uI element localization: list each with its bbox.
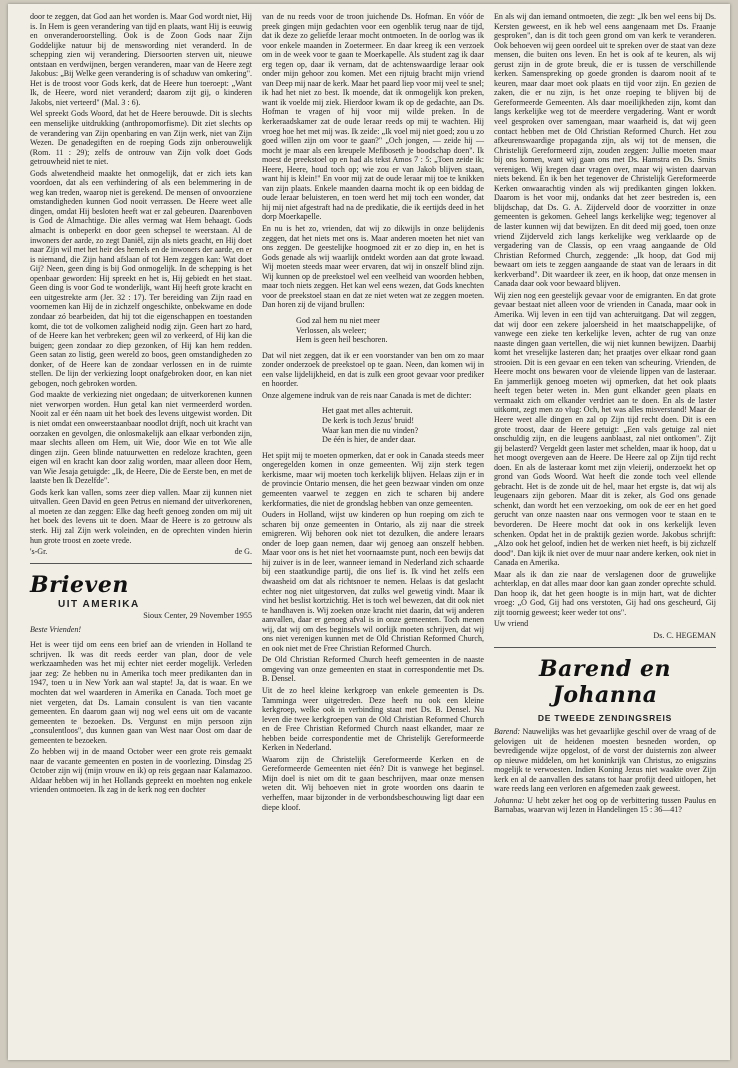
barend-title: Barend en Johanna (539, 655, 671, 708)
paragraph: Dat wil niet zeggen, dat ik er een voorstander van ben om zo maar zonder onderzoek de preekstoel op te gaan. Neen, dan komen wij in een valse lijdelijkheid, en dat is zulk een groot gevaar voor prediker en hoorder. (262, 350, 484, 389)
section-divider (494, 647, 716, 648)
paragraph: Wel spreekt Gods Woord, dat het de Heere berouwde. Dit is slechts een menselijke uitdrukking (anthropomorfisme). Dit ziet slechts op de verandering van Zijn openbaring en van Zijn werk, niet van Zijn Wezen. De genadegiften en de roeping Gods zijn onberouwelijk (Rom. 11 : 29); zelfs de ontrouw van Zijn volk doet Gods getrouwheid niet te niet. (30, 109, 252, 167)
barend-section (494, 656, 716, 815)
poem-line: Het gaat met alles achteruit. (322, 406, 413, 416)
paragraph: Het is weer tijd om eens een brief aan de vrienden in Holland te schrijven. Ik was dit reeds eerder van plan, door de vele werkzaamheden was het mij echter niet eerder mogelijk. Verleden jaar zeg: Ze hebben nu in Amerika toch meer predikanten dan in 1947, toen u in New York aan wal stapte! Ja, dat is waar. En we mochten dat wel waarderen in Amerika en Canada. Toch moet ge niet vergeten, dat Ds. Lamain consulent is van tien vacante gemeenten. En daarom gaan wij nog wel eens uit om de vacante gemeenten te bezoeken. Ds. Vergunst en mijn persoon zijn „consulentloos", dus kunnen gaan van West naar Oost om daar de gemeenten te bezoeken. (30, 640, 252, 745)
paragraph: Het spijt mij te moeten opmerken, dat er ook in Canada steeds meer ongeregelden komen in onze gemeenten. Wij zijn sterk tegen kerkisme, maar wij moeten toch kerkelijk blijven. Helaas zijn er in de provincie Ontario mensen, die het geen bezwaar vinden om onze gemeenten vaarwel te zeggen en zich te scharen bij andere kerkformaties, die niet de grondslag hebben van onze gemeenten. (262, 450, 484, 508)
section-divider (30, 563, 252, 564)
newspaper-page (8, 4, 730, 1060)
poem-line: God zal hem nu niet meer (296, 315, 380, 325)
paragraph: God maakte de verkiezing niet ongedaan; de uitverkorenen kunnen niet verworpen worden. Hun getal kan niet vermeerderd worden. Nooit zal er één naam uit het boek des levens uitgewist worden. Dit is niet omdat een onweerstaanbaar noodlot drijft, noch uit kracht van oorzaken en gevolgen, die onlosmakelijk aan elkaar verbonden zijn, maar slechts alleen om Hem, uit Wie, door Wie en tot Wie alle dingen zijn. Geen blinde natuurwetten en redeloze krachten, geen eigen wil en kracht kan door zalig worden, maar alleen door Hem, van Wie Jesaja getuigde: „Ik, de Heere, Die de Eerste ben, en met de laatste ben Ik Dezelfde". (30, 390, 252, 486)
barend-subtitle: DE TWEEDE ZENDINGSREIS (537, 712, 673, 723)
speaker-label: Barend: (494, 727, 521, 737)
paragraph: De Old Christian Reformed Church heeft gemeenten in de naaste omgeving van onze gemeenten en staat in correspondentie met Ds. B. Densel. (262, 655, 484, 684)
poem-line: Hem is geen heil beschoren. (296, 335, 388, 345)
paragraph: En als wij dan iemand ontmoeten, die zegt: „Ik ben wel eens bij Ds. Kersten geweest, en ik heb wel eens aangenaam met Ds. Fraanje gesproken", dan is dit toch geen grond om van kerk te veranderen. Ook behoeven wij geen oordeel uit te spreken over de staat van deze mensen, die buiten ons leven. En het is ook af te keuren, als wij gerust zijn in de grote breuk, die er is tussen de verschillende kerken. Samenspreking op goede gronden is daarom nooit af te keuren, maar daar moet ook plaats en tijd voor zijn. En gezien de zaken, die er nu zijn, is het onze roeping te blijven bij de Gereformeerde Gemeenten. Als daar moeilijkheden zijn, komt dan langs kerkelijke weg tot de meerdere vergadering. Want er wordt veel gesproken over samengaan, maar waarheid is, dat wij geen contact hebben met de Old Christian Reformed Church. Het zou afkeurenswaardige propaganda zijn, als wij tot de mensen, die Christelijk Gereformeerd zijn, zouden zeggen: Jullie moeten maar bij ons komen, want wij gaan ons met Ds. Hamstra en Ds. Smits verenigen. Wij kregen daar vragen over, maar wij wisten daarvan niets bekend. En ik ben het tegenover de Christelijk Gereformeerde Kerken onwaarachtig vinden als wij predikanten gingen lokken. Daarom is het voor mij, ondanks dat het zeer bestreden is, een blijdschap, dat Ds. G. A. Zijderveld door de voorzitter in onze gemeenten is gekomen. Geheel langs kerkelijke weg; tegenover al de laster kunnen wij dat bewijzen. En dit deed mij goed, toen onze vriend Zijderveld zich langs kerkelijke weg verklaarde op de vergadering van de Classis, op een vraag aangaande de Old Christian Reformed Church, zeggende: „Ik hoop, dat God mij bewaart om iets te zeggen aangaande de staat van de leraars in dit kerkverband". Dit waardeer ik zeer, en ik hoop, dat onze mensen in Canada daar ook voor bewaard blijven. (494, 12, 716, 289)
poem-quote (296, 316, 484, 345)
speaker-label: Johanna: (494, 795, 525, 805)
paragraph: Zo hebben wij in de maand October weer een grote reis gemaakt naar de vacante gemeenten en posten in de voorlezing. Dinsdag 25 October zijn wij (mijn vrouw en ik) op reis gegaan naar Kalamazoo. Aldaar hebben wij in het Hollands gepreekt en moehten nog enkele vrienden ontmoeten. Ik zag in de kerk nog een dochter (30, 747, 252, 795)
brieven-subtitle: UIT AMERIKA (58, 598, 140, 610)
closing: Uw vriend (494, 619, 529, 629)
paragraph: door te zeggen, dat God aan het worden is. Maar God wordt niet, Hij is. In Hem is geen verandering van tijd en plaats, want Hij is eeuwig en onveranderoorstelling. Ook is de Zoon Gods naar Zijn Goddelijke natuur bij de menswording niet veranderd. In de schepping zien wij verandering. Diersoorten sterven uit, nieuwe ontstaan en verdwijnen, bergen veranderen, maar van de Heere zegt Jakobus: „Bij Welke geen verandering is of schaduw van omkering". Het is de troost voor Gods kerk, dat de Heere hun toeroept: „Want Ik, de Heere, word niet veranderd; daarom zijt gij, o kinderen Jakobs, niet verteerd" (Mal. 3 : 6). (30, 12, 252, 107)
dialogue-text: Nauwelijks was het gevaarlijke geschil over de vraag of de gelovigen uit de heidenen moesten besneden worden, op bevredigende wijze opgelost, of de vorst der duisternis zon alweer op nieuwe middelen, om het koninkrijk van Christus, zo enigszins mogelijk te verwoesten. Indien Koning Jezus niet waakte over Zijn kerk en al de aanvallen des satans tot haar profijt deed uitlopen, het ware reeds lang een verloren en afgemeden zaak geweest. (494, 727, 716, 794)
article-signature-row (30, 547, 252, 557)
dialogue-johanna (494, 796, 716, 815)
poem-line: De één is hier, de ander daar. (322, 435, 416, 445)
poem-quote (322, 406, 484, 444)
brieven-title: Brieven (30, 571, 129, 598)
dialogue-text: U hebt zeker het oog op de verbittering tussen Paulus en Barnabas, waarvan wij lezen in Handelingen 15 : 36—41? (494, 795, 716, 815)
paragraph: Uit de zo heel kleine kerkgroep van enkele gemeenten is Ds. Tamminga weer uitgetreden. Deze heeft nu ook een kleine kerkgroep, welke ook in verbinding staat met Ds. B. Densel. Nu leven die twee kerkgroepen van de Old Christian Reformed Church en de Free Christian Reformed Church naast elkander, maar ze hebben beide correspondentie met de Christelijk Gereformeerde Kerken in Nederland. (262, 685, 484, 753)
paragraph: Gods kerk kan vallen, soms zeer diep vallen. Maar zij kunnen niet uitvallen. Geen David en geen Petrus en niemand der uitverkorenen, al moeten ze dan zeggen: Elke dag heeft genoeg zonden om mij uit het boek des levens uit te doen. Maar de Heere is zo getrouw als sterk. Hij zal Zijn werk voleinden, en de oprechten vinden hierin hun grote troost en zoete vrede. (30, 487, 252, 545)
dialogue-barend (494, 727, 716, 794)
poem-line: De kerk is toch Jezus' bruid! (322, 416, 415, 426)
paragraph: En nu is het zo, vrienden, dat wij zo dikwijls in onze belijdenis zeggen, dat het niets met ons is. Maar anderen moeten het niet van ons zeggen. De geestelijke hoogmoed zit er zo diep in, en het is Gods genade als wij waarlijk ontdekt worden aan dat grote kwaad. Wij moeten steeds maar weer ervaren, dat wij in onszelf blind zijn. Wij kunnen op de preekstoel wel een veelheid van woorden hebben, maar toch niets zeggen. Het kan wel eens wezen, dat Gods knechten voor de preekstoel staan en dat ze niet weten wat ze zeggen moeten. Dan horen zij de vijand brullen: (262, 224, 484, 310)
paragraph: Gods alwetendheid maakte het onmogelijk, dat er zich iets kan voordoen, dat als een verhindering of als een belemmering in de weg kan treden, waarop niet is gerekend. De mensen of onvoorziene omstandigheden kunnen God nooit verrassen. De Heere weet alle dingen, omdat Hij besloten heeft wat er zal gebeuren. Daarenboven is God de Almachtige. Die alles vermag wat Hem behaagt. Gods almacht is onbeperkt en door geen schepsel te weerstaan. Al de inwoners der aarde, zo zegt Daniël, zijn als niets geacht, en Hij doet naar Zijn wil met het heir des hemels en de inwoners der aarde, en er is niemand, die Zijn hand afslaan of tot Hem zeggen kan: Wat doet Gij? Neen, geen ding is bij God onmogelijk. In de schepping is het openbaar geworden: Hij spreekt en het is, Hij gebiedt en het staat. Geen ding is voor God te wonderlijk, want Hij heeft grote kracht en een uitgestrekte arm (Jer. 32 : 17). Ter bereiding van Zijn raad en voornemen kan Hij de in zichzelf ongeschikte, onbekwame en dode zondaar zó bearbeiden, dat hij tot die eigenschappen en toestanden komt, die tot de volkomen zaligheid nodig zijn. Geen hart zo hard, of de Heere kan het verbreken; geen wil zo verkeerd, of Hij kan die buigen; geen zondaar zo diep gezonken, of Hij kan hem redden. Geen satan zo listig, geen wereld zo boos, geen omstandigheden zo donker, of de Heere kan de zondaar verlossen en in de ruimte stellen. De lijn der verkiezing loopt onafgebroken door, en kan niet gebogen, noch gebroken worden. (30, 168, 252, 388)
article-place: 's-Gr. (30, 547, 48, 557)
article-signature: de G. (234, 547, 252, 557)
brieven-section (30, 572, 252, 795)
paragraph: Ouders in Holland, wijst uw kinderen op hun roeping om zich te scharen bij onze gemeenten in Ontario, als zij naar die streek emigreren. Wij behoren ook niet tot dezulken, die andere leraars onder de loep gaan nemen, daar wij genoeg aan onszelf hebben. Maar voor ons is het niet het voornaamste punt, noch een bewijs dat hij zuiver is in de leer, wanneer iemand in Nederland zich schaarde bij een staatkundige partij, die ons lief is. Ik vind het zelfs een dwaasheid om dat als richtsnoer te nemen. Helaas is dat geslacht echter nog niet uitgestorven, dat zulks wel gewetig vindt. Maar ik vind het beslist kortzichtig. Het is toch wel bewezen, dat dit ook niet te handhaven is. Wij zoeken onze kracht niet daarin, dat wij anderen aanvallen, daar er genoeg afval is in onze gemeenten. Toch menen wij, dat wij om des beginsels wil oorlijk moeten schrijven, dat wij ons niet verenigen kunnen met de Old Christian Reformed Church, en ook niet met de Free Christian Reformed Church. (262, 510, 484, 653)
brieven-greeting: Beste Vrienden! (30, 624, 82, 634)
brieven-dateline: Sioux Center, 29 November 1955 (143, 611, 252, 621)
poem-line: Verlossen, als weleer; (296, 325, 367, 335)
letter-signature: Ds. C. HEGEMAN (653, 631, 716, 640)
column-3 (494, 12, 716, 817)
paragraph: Wij zien nog een geestelijk gevaar voor de emigranten. En dat grote gevaar bestaat niet alleen voor de vrienden in Canada, maar ook in Amerika. Wij leven in een tijd van achteruitgang. Dat wil zeggen, dat wij door een zekere jaloersheid in het maatschappelijke, of vanwege een zieke ten kerkelijke leven, achter de rug van onze naaste dingen gaan vertellen, die wij niet kunnen bewijzen. Daarbij komt het vreselijke lasteren dan; het praatjes over elkaar rond gaan strooien. Dit is een gevaar en een teken van scheuring. Vrienden, de Heere mocht ons bewaren voor de vleiende lippen van de lasteraar. En jammerlijk genoeg moeten wij opmerken, dat het ook plaats heeft tegen beter weten in. Men gunt elkander geen plaats en vermaakt zich om elkander verdriet aan te doen. En als de laster uitkomt, zegt men zo vlug: Och, het was alles misverstand! Maar de Heere weet alle dingen en zal op Zijn tijd recht doen. Dit is een grote troost, daar de Heere getuigt: „Een vals getuige zal niet onschuldig zijn, en die leugens aanblaast, zal niet ontkomen". Zijt gij belasterd? Vergeldt geen laster met schelden, maar ik hoop, dat u het moogt overgeven aan de Heere. De Heere zal op Zijn tijd recht doen. En als de lasteraar komt met zijn vleierij, onderzoekt het op grond van Gods Woord. Wat heeft die zonde toch veel ellende gebracht. Het is de zonde uit de hel, maar het ergste is, dat wij als leugenaars zijn geboren. Maar dit is zeker, als God ons genade schenkt, dan wordt het een verzoeking, om ook de eer en het goed gerucht van onze naasten naar ons vermogen voor te staan en te bevorderen. De Heere mocht dat ook in ons kerkelijk leven schenken. Opdat het in de praktijk gezien worde. Jakobus schrijft: „Alzo ook het geloof, indien het de werken niet heeft, is bij zichzelf dood". Dan kijk ik niet over de muur naar andere kerken, ook niet in Canada en Amerika. (494, 290, 716, 568)
paragraph: van de nu reeds voor de troon juichende Ds. Hofman. En vóór de preek gingen mijn gedachten voor een ogenblik terug naar de tijd, dat ik deze zo geliefde leraar mocht ontmoeten. In de oorlog was ik voor enkele maanden in Zoetermeer. En daar kreeg ik een verzoek om in de week voor te gaan te Moerkapelle. Als student zag ik daar erg tegen op, daar ik vernam, dat de achtenswaardige leraar ook onder mijn gehoor zou komen. Met een rijtuig bracht mijn vriend van Deep mij naar de kerk. Maar het paard liep voor mij veel te snel; ik had het niet zo best. Ik moende, dat ik onmogelijk kon preken, want ik voelde mij ziek. Hierdoor kwam ik op de gedachte, aan Ds. Hofman te vragen of hij voor mij wilde preken. In de kerkeraadskamer zat de oude leraar reeds op mij te wachten. Hij vroeg hoe het met mij was. Ik zeide: „Ik voel mij niet goed; zou u zo goed willen zijn om voor te gaan?" „Och jongen, — zeide hij — mocht je maar als een kreupele Mefiboseth je boodschap doen". Ik moest de preekstoel op en had als tekst Amos 7 : 5: „Toen zeide ik: Heere, Heere, houd toch op; wie zou er van Jakob blijven staan, want hij is klein!" En voor mij zat de oude leraar mij toe te knikken van zijn plaats. Enkele maanden daarna mocht ik op een biddag de oude leraar beluisteren, en toen werd het mij toch een wonder, dat hij mij niet afgestraft had na de predikatie, die ik eertijds deed in het dorp Moerkapelle. (262, 12, 484, 222)
paragraph: Maar als ik dan zie naar de verslagenen door de gruwelijke achterklap, en dat alles maar door kan gaan zonder oprechte schuld. Dan hoop ik, dat het geen hoogte is in mijn hart, wat de dichter vroeg: „O God, Gij had ons verstoten, Gij had ons gescheurd, Gij zijt toornig geweest; keer weder tot ons". (494, 569, 716, 617)
column-1 (30, 12, 252, 797)
paragraph: Onze algemene indruk van de reis naar Canada is met de dichter: (262, 390, 472, 400)
poem-line: Waar kan men die nu vinden? (322, 425, 419, 435)
paragraph: Waarom zijn de Christelijk Gereformeerde Kerken en de Gereformeerde Gemeenten niet één? Dit is vanwege het beginsel. Mijn doel is niet om dit te gaan beschrijven, maar onze mensen weten dit. Wij behoeven niet in grote woorden ons daarin te verheffen, maar bijzonder in de verbondsbeschouwing ligt daar een diepe kloof. (262, 754, 484, 812)
column-2 (262, 12, 484, 814)
